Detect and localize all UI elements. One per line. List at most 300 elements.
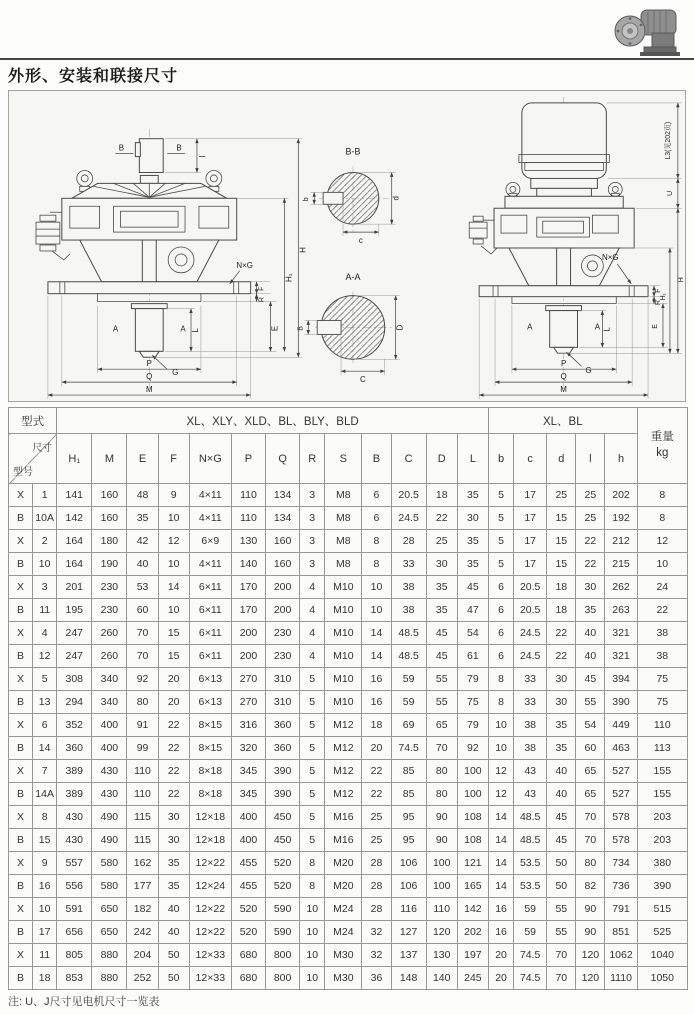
dim-cell: 12×33: [189, 944, 231, 967]
dim-cell: 164: [57, 530, 92, 553]
dim-cell: 48.5: [391, 645, 426, 668]
dim-cell: 20: [489, 967, 514, 990]
model-number-cell: 10: [33, 898, 57, 921]
model-number-cell: 15: [33, 829, 57, 852]
corner-label-model: 型号: [13, 467, 33, 478]
dim-cell: 30: [576, 576, 605, 599]
dim-cell: 80: [127, 691, 158, 714]
dim-cell: 148: [391, 967, 426, 990]
dim-cell: 455: [231, 852, 265, 875]
dim-cell: 390: [266, 760, 300, 783]
dim-cell: 215: [605, 553, 637, 576]
dim-label-c-bb: c: [358, 236, 363, 246]
dim-cell: 3: [300, 507, 325, 530]
dim-cell: 18: [362, 714, 391, 737]
dim-cell: 137: [391, 944, 426, 967]
dim-cell: 55: [547, 898, 576, 921]
model-number-cell: 10A: [33, 507, 57, 530]
dim-cell: 15: [547, 530, 576, 553]
dim-cell: 12×18: [189, 806, 231, 829]
dim-cell: 6: [362, 507, 391, 530]
dim-cell: M20: [325, 875, 362, 898]
dim-cell: 15: [158, 645, 189, 668]
dim-cell: M12: [325, 737, 362, 760]
dim-cell: 22: [158, 760, 189, 783]
dim-cell: 360: [266, 714, 300, 737]
dim-cell: 14: [489, 806, 514, 829]
footnote: 注: U、J尺寸见电机尺寸一览表: [8, 996, 160, 1008]
weight-cell: 22: [637, 599, 687, 622]
dim-cell: 130: [426, 944, 457, 967]
model-number-cell: 11: [33, 599, 57, 622]
dim-cell: 736: [605, 875, 637, 898]
weight-cell: 515: [637, 898, 687, 921]
dim-cell: 65: [576, 760, 605, 783]
dim-cell: 182: [127, 898, 158, 921]
dim-cell: 4×11: [189, 484, 231, 507]
model-prefix-cell: B: [9, 875, 33, 898]
dim-label-L-right: L: [602, 327, 612, 332]
dim-cell: 40: [547, 760, 576, 783]
dim-cell: 59: [514, 898, 547, 921]
dim-cell: 43: [514, 783, 547, 806]
weight-cell: 8: [637, 484, 687, 507]
dim-label-d-aa: D: [395, 324, 405, 331]
dim-cell: 242: [127, 921, 158, 944]
dim-cell: 5: [300, 829, 325, 852]
dim-cell: 40: [576, 645, 605, 668]
dim-cell: 4: [300, 599, 325, 622]
dim-cell: 590: [266, 921, 300, 944]
dim-cell: 5: [300, 714, 325, 737]
dim-cell: 22: [426, 507, 457, 530]
dim-cell: 100: [457, 783, 488, 806]
table-row: [9, 507, 688, 530]
column-header: E: [127, 434, 158, 484]
dim-cell: 12×24: [189, 875, 231, 898]
dim-label-c-aa: C: [360, 375, 366, 385]
dim-cell: 270: [231, 691, 265, 714]
dim-cell: M16: [325, 806, 362, 829]
dim-cell: 200: [231, 622, 265, 645]
dim-cell: 18: [426, 484, 457, 507]
dim-cell: 5: [300, 783, 325, 806]
dim-cell: 5: [300, 737, 325, 760]
dim-cell: 6×9: [189, 530, 231, 553]
dim-cell: 130: [231, 530, 265, 553]
dim-cell: 321: [605, 622, 637, 645]
dim-label-g-left: G: [172, 368, 179, 378]
dim-cell: 85: [391, 760, 426, 783]
dim-cell: 32: [362, 921, 391, 944]
dim-cell: 45: [426, 622, 457, 645]
weight-cell: 8: [637, 507, 687, 530]
column-header: l: [576, 434, 605, 484]
dim-cell: 60: [127, 599, 158, 622]
dim-cell: 12×22: [189, 898, 231, 921]
dim-label-u-right: U: [666, 190, 674, 196]
dim-cell: 48.5: [514, 806, 547, 829]
dim-cell: 32: [362, 944, 391, 967]
dim-cell: 190: [92, 553, 127, 576]
table-row: [9, 622, 688, 645]
dim-cell: 400: [92, 737, 127, 760]
dim-cell: 120: [426, 921, 457, 944]
dim-cell: 10: [158, 599, 189, 622]
dim-cell: 115: [127, 829, 158, 852]
dim-cell: M10: [325, 622, 362, 645]
dim-cell: 22: [576, 553, 605, 576]
dim-cell: 55: [426, 668, 457, 691]
dim-cell: 80: [426, 783, 457, 806]
dim-cell: 33: [514, 691, 547, 714]
dim-cell: 25: [547, 484, 576, 507]
model-prefix-cell: X: [9, 622, 33, 645]
dim-cell: 580: [92, 852, 127, 875]
model-prefix-cell: X: [9, 852, 33, 875]
dim-cell: 590: [266, 898, 300, 921]
dim-cell: 389: [57, 783, 92, 806]
dim-cell: 25: [362, 829, 391, 852]
dim-cell: 8: [362, 530, 391, 553]
dim-cell: 8: [489, 691, 514, 714]
dim-cell: 6: [489, 622, 514, 645]
dim-cell: 16: [489, 921, 514, 944]
dim-label-m-right: M: [560, 385, 567, 395]
column-header: H₁: [57, 434, 92, 484]
dim-cell: 230: [266, 645, 300, 668]
weight-cell: 75: [637, 691, 687, 714]
dim-cell: 520: [231, 921, 265, 944]
dim-cell: 270: [231, 668, 265, 691]
dim-cell: 10: [300, 921, 325, 944]
dim-cell: 880: [92, 967, 127, 990]
dim-cell: 12: [489, 760, 514, 783]
dim-cell: 48.5: [514, 829, 547, 852]
table-row: [9, 875, 688, 898]
dim-cell: 656: [57, 921, 92, 944]
weight-cell: 75: [637, 668, 687, 691]
dim-cell: 680: [231, 944, 265, 967]
column-header: Q: [266, 434, 300, 484]
dim-cell: 4: [300, 622, 325, 645]
dim-cell: 48.5: [391, 622, 426, 645]
dim-label-b-bb: b: [303, 197, 311, 202]
dim-cell: 80: [576, 852, 605, 875]
dim-cell: 310: [266, 691, 300, 714]
dim-label-nxg-right: N×G: [602, 252, 619, 262]
weight-cell: 38: [637, 645, 687, 668]
dim-cell: M24: [325, 898, 362, 921]
dim-cell: 90: [576, 921, 605, 944]
dim-cell: M8: [325, 484, 362, 507]
dim-label-f-right: F: [654, 288, 662, 293]
dim-cell: M10: [325, 599, 362, 622]
dim-cell: 82: [576, 875, 605, 898]
table-row: [9, 576, 688, 599]
table-row: [9, 645, 688, 668]
dim-cell: M30: [325, 967, 362, 990]
dim-cell: 30: [547, 691, 576, 714]
dim-cell: 22: [547, 645, 576, 668]
weight-cell: 1040: [637, 944, 687, 967]
dim-cell: 170: [231, 599, 265, 622]
dim-cell: 202: [605, 484, 637, 507]
dim-cell: 121: [457, 852, 488, 875]
dim-cell: 14: [489, 852, 514, 875]
dim-cell: 54: [576, 714, 605, 737]
column-header: M: [92, 434, 127, 484]
dim-cell: M8: [325, 530, 362, 553]
model-number-cell: 9: [33, 852, 57, 875]
table-row: [9, 921, 688, 944]
dim-cell: 8×18: [189, 783, 231, 806]
left-drawing-reducer: [36, 129, 307, 399]
dim-cell: 12×18: [189, 829, 231, 852]
dim-cell: 16: [489, 898, 514, 921]
dim-cell: 28: [362, 898, 391, 921]
dim-cell: 10: [489, 714, 514, 737]
dim-cell: 100: [457, 760, 488, 783]
dim-cell: 25: [576, 507, 605, 530]
dim-cell: 33: [391, 553, 426, 576]
dim-cell: M12: [325, 783, 362, 806]
dim-cell: 17: [514, 507, 547, 530]
dim-cell: 580: [92, 875, 127, 898]
dim-cell: 53.5: [514, 852, 547, 875]
dim-cell: 74.5: [514, 967, 547, 990]
dim-cell: 5: [489, 553, 514, 576]
column-header: R: [300, 434, 325, 484]
model-number-cell: 4: [33, 622, 57, 645]
dim-cell: 79: [457, 668, 488, 691]
dim-cell: 260: [92, 622, 127, 645]
dim-cell: 160: [266, 553, 300, 576]
dim-cell: 80: [426, 760, 457, 783]
corner-cell: [9, 434, 57, 484]
weight-cell: 110: [637, 714, 687, 737]
dim-label-q-right: Q: [560, 372, 567, 382]
dim-cell: 8×18: [189, 760, 231, 783]
outline-drawings: [9, 91, 685, 401]
dim-cell: 18: [547, 576, 576, 599]
weight-cell: 10: [637, 553, 687, 576]
dim-cell: 3: [300, 553, 325, 576]
dim-cell: 74.5: [391, 737, 426, 760]
dim-cell: 59: [391, 691, 426, 714]
dim-cell: 252: [127, 967, 158, 990]
dim-cell: 10: [300, 898, 325, 921]
weight-cell: 525: [637, 921, 687, 944]
model-number-cell: 17: [33, 921, 57, 944]
dim-cell: 17: [514, 530, 547, 553]
dim-cell: 20: [158, 691, 189, 714]
dim-cell: 262: [605, 576, 637, 599]
dim-cell: 320: [231, 737, 265, 760]
dim-cell: 5: [489, 530, 514, 553]
dim-cell: 106: [391, 852, 426, 875]
dim-cell: 38: [391, 576, 426, 599]
dim-cell: 12: [158, 530, 189, 553]
dim-cell: 15: [547, 507, 576, 530]
dim-cell: 340: [92, 691, 127, 714]
dim-cell: 61: [457, 645, 488, 668]
dim-cell: 47: [457, 599, 488, 622]
column-header: h: [605, 434, 637, 484]
dim-cell: 5: [489, 507, 514, 530]
dim-cell: 36: [362, 967, 391, 990]
dim-cell: 20.5: [514, 599, 547, 622]
section-mark-a-left-r: A: [527, 322, 533, 332]
model-number-cell: 5: [33, 668, 57, 691]
dim-cell: 8: [362, 553, 391, 576]
dim-cell: 40: [158, 898, 189, 921]
model-number-cell: 12: [33, 645, 57, 668]
dim-cell: 260: [92, 645, 127, 668]
dim-cell: 40: [547, 783, 576, 806]
dim-cell: 308: [57, 668, 92, 691]
model-number-cell: 13: [33, 691, 57, 714]
dim-label-e-right: E: [652, 324, 660, 329]
dim-cell: 6×11: [189, 645, 231, 668]
dim-cell: 449: [605, 714, 637, 737]
dim-cell: 197: [457, 944, 488, 967]
dim-cell: 14: [362, 622, 391, 645]
model-prefix-cell: B: [9, 737, 33, 760]
table-row: [9, 806, 688, 829]
dim-cell: 20: [362, 737, 391, 760]
dim-cell: 110: [231, 507, 265, 530]
dim-cell: 160: [92, 507, 127, 530]
model-prefix-cell: X: [9, 760, 33, 783]
dim-cell: 30: [547, 668, 576, 691]
dim-cell: 20.5: [391, 484, 426, 507]
dim-cell: 30: [426, 553, 457, 576]
dim-cell: 10: [158, 507, 189, 530]
model-prefix-cell: X: [9, 668, 33, 691]
model-number-cell: 7: [33, 760, 57, 783]
dim-cell: 22: [576, 530, 605, 553]
title-rule: [0, 58, 694, 60]
table-row: [9, 714, 688, 737]
dim-cell: 140: [231, 553, 265, 576]
dim-cell: 400: [92, 714, 127, 737]
dim-cell: 40: [576, 622, 605, 645]
dim-cell: 247: [57, 645, 92, 668]
dim-label-f-left: F: [258, 286, 266, 291]
dim-cell: 38: [514, 714, 547, 737]
dim-cell: 22: [547, 622, 576, 645]
dim-label-h-right: H: [677, 277, 685, 283]
dim-cell: 164: [57, 553, 92, 576]
dim-cell: 35: [426, 576, 457, 599]
dim-cell: 527: [605, 760, 637, 783]
dim-cell: 25: [576, 484, 605, 507]
dim-cell: 24.5: [514, 622, 547, 645]
dim-cell: 520: [266, 852, 300, 875]
model-prefix-cell: B: [9, 691, 33, 714]
product-photo: [610, 5, 686, 57]
dim-cell: 35: [457, 484, 488, 507]
dim-cell: M10: [325, 668, 362, 691]
group-header-row: [9, 408, 688, 434]
dim-cell: 70: [547, 967, 576, 990]
dim-cell: 45: [547, 829, 576, 852]
dim-cell: 165: [457, 875, 488, 898]
dim-label-h-left: H: [298, 247, 308, 253]
model-prefix-cell: B: [9, 829, 33, 852]
dim-cell: 40: [158, 921, 189, 944]
table-row: [9, 599, 688, 622]
type-header-cell: 型式: [9, 408, 57, 434]
dim-cell: 15: [547, 553, 576, 576]
dim-cell: 5: [300, 691, 325, 714]
dim-cell: 100: [426, 875, 457, 898]
dim-cell: 6: [489, 576, 514, 599]
weight-cell: 38: [637, 622, 687, 645]
dim-cell: 22: [158, 737, 189, 760]
weight-cell: 113: [637, 737, 687, 760]
dim-cell: 28: [362, 852, 391, 875]
dim-cell: 170: [231, 576, 265, 599]
dim-label-q-left: Q: [146, 372, 153, 382]
dim-cell: 25: [362, 806, 391, 829]
weight-cell: 203: [637, 829, 687, 852]
dim-cell: 12×22: [189, 921, 231, 944]
dim-cell: 6×13: [189, 691, 231, 714]
dim-cell: 91: [127, 714, 158, 737]
weight-unit: kg: [656, 446, 669, 459]
dim-label-h1-left: H₁: [284, 273, 294, 283]
weight-cell: 203: [637, 806, 687, 829]
weight-cell: 155: [637, 783, 687, 806]
table-row: [9, 530, 688, 553]
model-prefix-cell: X: [9, 714, 33, 737]
dim-cell: 4: [300, 576, 325, 599]
dim-cell: 10: [362, 576, 391, 599]
dim-cell: 43: [514, 760, 547, 783]
dim-cell: 24.5: [391, 507, 426, 530]
dim-cell: 6: [489, 645, 514, 668]
dim-cell: 316: [231, 714, 265, 737]
dim-cell: 490: [92, 806, 127, 829]
dim-cell: 17: [514, 484, 547, 507]
dim-cell: 90: [426, 806, 457, 829]
dim-cell: 3: [300, 530, 325, 553]
dim-cell: 200: [231, 645, 265, 668]
table-row: [9, 760, 688, 783]
dim-cell: 35: [547, 737, 576, 760]
dim-cell: 59: [391, 668, 426, 691]
dim-cell: M8: [325, 507, 362, 530]
weight-cell: 390: [637, 875, 687, 898]
dim-cell: M10: [325, 645, 362, 668]
table-row: [9, 691, 688, 714]
dim-cell: 400: [231, 806, 265, 829]
dim-cell: 180: [92, 530, 127, 553]
dim-cell: 70: [127, 622, 158, 645]
dim-cell: 520: [266, 875, 300, 898]
dim-label-d-bb: d: [391, 196, 401, 201]
dim-cell: 591: [57, 898, 92, 921]
dim-cell: 10: [300, 967, 325, 990]
dim-cell: 50: [158, 944, 189, 967]
dim-cell: 53: [127, 576, 158, 599]
dim-cell: 20.5: [514, 576, 547, 599]
model-number-cell: 16: [33, 875, 57, 898]
table-row: [9, 553, 688, 576]
table-row: [9, 944, 688, 967]
